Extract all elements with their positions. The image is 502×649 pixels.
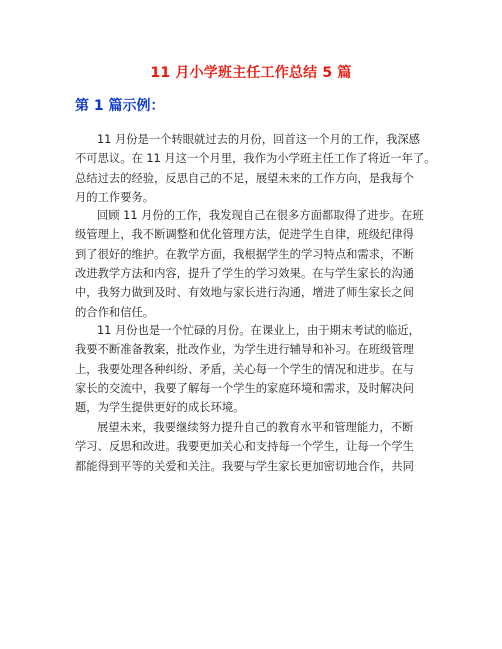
paragraph-line: 级管理上，我不断调整和优化管理方法，促进学生自律，班级纪律得 bbox=[75, 228, 414, 242]
paragraph-3 bbox=[75, 321, 435, 418]
paragraph-line: 11 月份是一个转眼就过去的月份，回首这一个月的工作，我深感 bbox=[97, 133, 420, 146]
paragraph-2 bbox=[75, 206, 435, 322]
paragraph-line: 题，为学生提供更好的成长环境。 bbox=[75, 401, 245, 415]
paragraph-line: 的合作和信任。 bbox=[75, 305, 155, 319]
paragraph-line: 都能得到平等的关爱和关注。我要与学生家长更加密切地合作，共同 bbox=[75, 459, 414, 473]
paragraph-line: 总结过去的经验，反思自己的不足，展望未来的工作方向，是我每个 bbox=[75, 171, 414, 185]
paragraph-line: 11 月份也是一个忙碌的月份。在课业上，由于期末考试的临近， bbox=[97, 324, 420, 337]
paragraph-line: 家长的交流中，我要了解每一个学生的家庭环境和需求，及时解决问 bbox=[75, 382, 414, 396]
paragraph-line: 上，我要处理各种纠纷、矛盾，关心每一个学生的情况和进步。在与 bbox=[75, 362, 414, 376]
paragraph-1 bbox=[75, 130, 435, 207]
section-heading: 第 1 篇示例： bbox=[75, 98, 165, 114]
paragraph-line: 展望未来，我要继续努力提升自己的教育水平和管理能力，不断 bbox=[97, 421, 414, 434]
paragraph-4 bbox=[75, 418, 435, 476]
paragraph-line: 我要不断准备教案，批改作业，为学生进行辅导和补习。在班级管理 bbox=[75, 343, 414, 357]
document-title: 11 月小学班主任工作总结 5 篇 bbox=[150, 65, 352, 81]
paragraph-line: 不可思议。在 11 月这一个月里，我作为小学班主任工作了将近一年了。 bbox=[75, 152, 436, 166]
paragraph-line: 中，我努力做到及时、有效地与家长进行沟通，增进了师生家长之间 bbox=[75, 286, 414, 300]
paragraph-line: 月的工作要务。 bbox=[75, 191, 155, 205]
paragraph-line: 回顾 11 月份的工作，我发现自己在很多方面都取得了进步。在班 bbox=[97, 209, 424, 222]
paragraph-line: 改进教学方法和内容，提升了学生的学习效果。在与学生家长的沟通 bbox=[75, 267, 414, 281]
paragraph-line: 到了很好的维护。在教学方面，我根据学生的学习特点和需求，不断 bbox=[75, 247, 414, 261]
paragraph-line: 学习、反思和改进。我要更加关心和支持每一个学生，让每一个学生 bbox=[75, 440, 414, 454]
